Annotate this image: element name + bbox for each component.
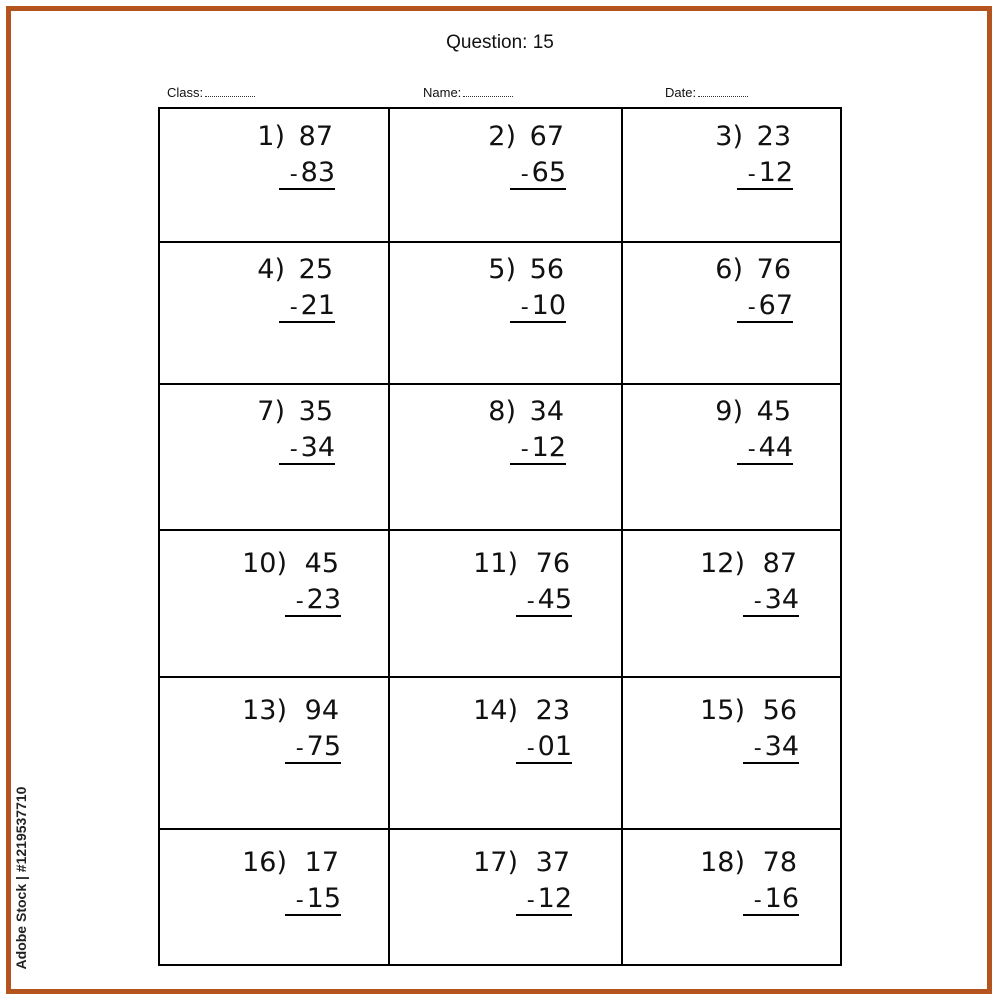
subtraction-problem [701, 849, 801, 919]
minuend: 25 [298, 254, 333, 285]
subtrahend-row [510, 434, 566, 465]
date-label: Date: [665, 85, 697, 100]
minus-sign: - [526, 736, 535, 761]
subtrahend-row [279, 159, 335, 190]
subtrahend: 44 [758, 432, 793, 463]
minuend: 87 [298, 121, 333, 152]
problem-number: 17) [473, 847, 518, 878]
problem-cell[interactable] [622, 242, 844, 384]
subtrahend: 23 [306, 584, 341, 615]
problem-number: 12) [700, 548, 745, 579]
subtraction-problem [695, 123, 795, 193]
minuend: 56 [529, 254, 564, 285]
problem-cell[interactable] [160, 242, 389, 384]
minuend: 56 [762, 695, 797, 726]
subtraction-problem [237, 123, 337, 193]
problem-cell[interactable] [389, 242, 622, 384]
minus-sign: - [526, 589, 535, 614]
problem-cell[interactable] [622, 829, 844, 968]
problem-grid [158, 107, 842, 966]
subtrahend-row [279, 434, 335, 465]
name-field [423, 85, 513, 100]
problem-cell[interactable] [160, 530, 389, 677]
minuend: 76 [756, 254, 791, 285]
minus-sign: - [295, 589, 304, 614]
minus-sign: - [747, 437, 756, 462]
subtraction-problem [474, 697, 574, 767]
name-label: Name: [423, 85, 462, 100]
subtrahend: 21 [300, 290, 335, 321]
problem-cell[interactable] [389, 530, 622, 677]
minus-sign: - [753, 736, 762, 761]
date-blank[interactable] [698, 95, 748, 97]
problem-number: 8) [488, 396, 516, 427]
minuend: 23 [535, 695, 570, 726]
subtrahend-row [285, 586, 341, 617]
problem-cell[interactable] [622, 530, 844, 677]
problem-cell[interactable] [160, 384, 389, 530]
minus-sign: - [753, 888, 762, 913]
minus-sign: - [289, 162, 298, 187]
subtraction-problem [701, 550, 801, 620]
minus-sign: - [753, 589, 762, 614]
subtrahend-row [285, 733, 341, 764]
subtraction-problem [243, 550, 343, 620]
minuend: 45 [756, 396, 791, 427]
subtrahend: 34 [764, 584, 799, 615]
problem-number: 11) [473, 548, 518, 579]
problem-number: 9) [715, 396, 743, 427]
minus-sign: - [289, 295, 298, 320]
problem-cell[interactable] [389, 829, 622, 968]
subtrahend-row [516, 586, 572, 617]
subtrahend: 10 [531, 290, 566, 321]
subtraction-problem [243, 849, 343, 919]
subtrahend-row [737, 434, 793, 465]
minuend: 35 [298, 396, 333, 427]
problem-cell[interactable] [622, 677, 844, 829]
subtrahend: 65 [531, 157, 566, 188]
subtrahend-row [737, 292, 793, 323]
problem-cell[interactable] [160, 677, 389, 829]
subtrahend-row [516, 885, 572, 916]
problem-cell[interactable] [389, 109, 622, 242]
problem-cell[interactable] [160, 829, 389, 968]
minuend: 76 [535, 548, 570, 579]
subtrahend-row [743, 885, 799, 916]
subtraction-problem [474, 550, 574, 620]
subtrahend-row [285, 885, 341, 916]
problem-cell[interactable] [622, 109, 844, 242]
minuend: 67 [529, 121, 564, 152]
problem-cell[interactable] [389, 384, 622, 530]
problem-number: 7) [257, 396, 285, 427]
minuend: 78 [762, 847, 797, 878]
problem-number: 16) [242, 847, 287, 878]
subtraction-problem [701, 697, 801, 767]
class-label: Class: [167, 85, 204, 100]
subtraction-problem [468, 256, 568, 326]
class-blank[interactable] [205, 95, 255, 97]
stock-watermark-text: Adobe Stock | #1219537710 [13, 786, 29, 969]
subtraction-problem [468, 123, 568, 193]
minuend: 45 [304, 548, 339, 579]
minuend: 23 [756, 121, 791, 152]
problem-number: 15) [700, 695, 745, 726]
subtrahend: 75 [306, 731, 341, 762]
subtrahend-row [737, 159, 793, 190]
problem-number: 4) [257, 254, 285, 285]
problem-number: 10) [242, 548, 287, 579]
minus-sign: - [520, 295, 529, 320]
minuend: 87 [762, 548, 797, 579]
subtrahend-row [743, 586, 799, 617]
subtrahend-row [510, 159, 566, 190]
problem-number: 13) [242, 695, 287, 726]
subtrahend: 34 [764, 731, 799, 762]
subtrahend: 15 [306, 883, 341, 914]
minuend: 34 [529, 396, 564, 427]
subtrahend: 12 [531, 432, 566, 463]
subtrahend: 12 [758, 157, 793, 188]
problem-number: 1) [257, 121, 285, 152]
problem-number: 18) [700, 847, 745, 878]
subtrahend-row [510, 292, 566, 323]
problem-cell[interactable] [622, 384, 844, 530]
minus-sign: - [295, 736, 304, 761]
subtrahend-row [743, 733, 799, 764]
minus-sign: - [295, 888, 304, 913]
subtrahend-row [516, 733, 572, 764]
subtraction-problem [695, 256, 795, 326]
subtraction-problem [243, 697, 343, 767]
subtrahend: 12 [537, 883, 572, 914]
subtrahend-row [279, 292, 335, 323]
minuend: 17 [304, 847, 339, 878]
subtraction-problem [474, 849, 574, 919]
problem-cell[interactable] [389, 677, 622, 829]
problem-number: 5) [488, 254, 516, 285]
minuend: 37 [535, 847, 570, 878]
problem-number: 3) [715, 121, 743, 152]
subtraction-problem [237, 398, 337, 468]
subtrahend: 67 [758, 290, 793, 321]
problem-number: 2) [488, 121, 516, 152]
minus-sign: - [747, 295, 756, 320]
subtrahend: 16 [764, 883, 799, 914]
minus-sign: - [520, 162, 529, 187]
subtraction-problem [237, 256, 337, 326]
problem-number: 14) [473, 695, 518, 726]
worksheet-title: Question: 15 [446, 32, 554, 53]
date-field [665, 85, 748, 100]
minus-sign: - [747, 162, 756, 187]
class-field [167, 85, 255, 100]
problem-cell[interactable] [160, 109, 389, 242]
minuend: 94 [304, 695, 339, 726]
minus-sign: - [520, 437, 529, 462]
subtrahend: 34 [300, 432, 335, 463]
minus-sign: - [526, 888, 535, 913]
subtrahend: 45 [537, 584, 572, 615]
minus-sign: - [289, 437, 298, 462]
subtraction-problem [468, 398, 568, 468]
name-blank[interactable] [463, 95, 513, 97]
subtrahend: 01 [537, 731, 572, 762]
subtrahend: 83 [300, 157, 335, 188]
problem-number: 6) [715, 254, 743, 285]
subtraction-problem [695, 398, 795, 468]
